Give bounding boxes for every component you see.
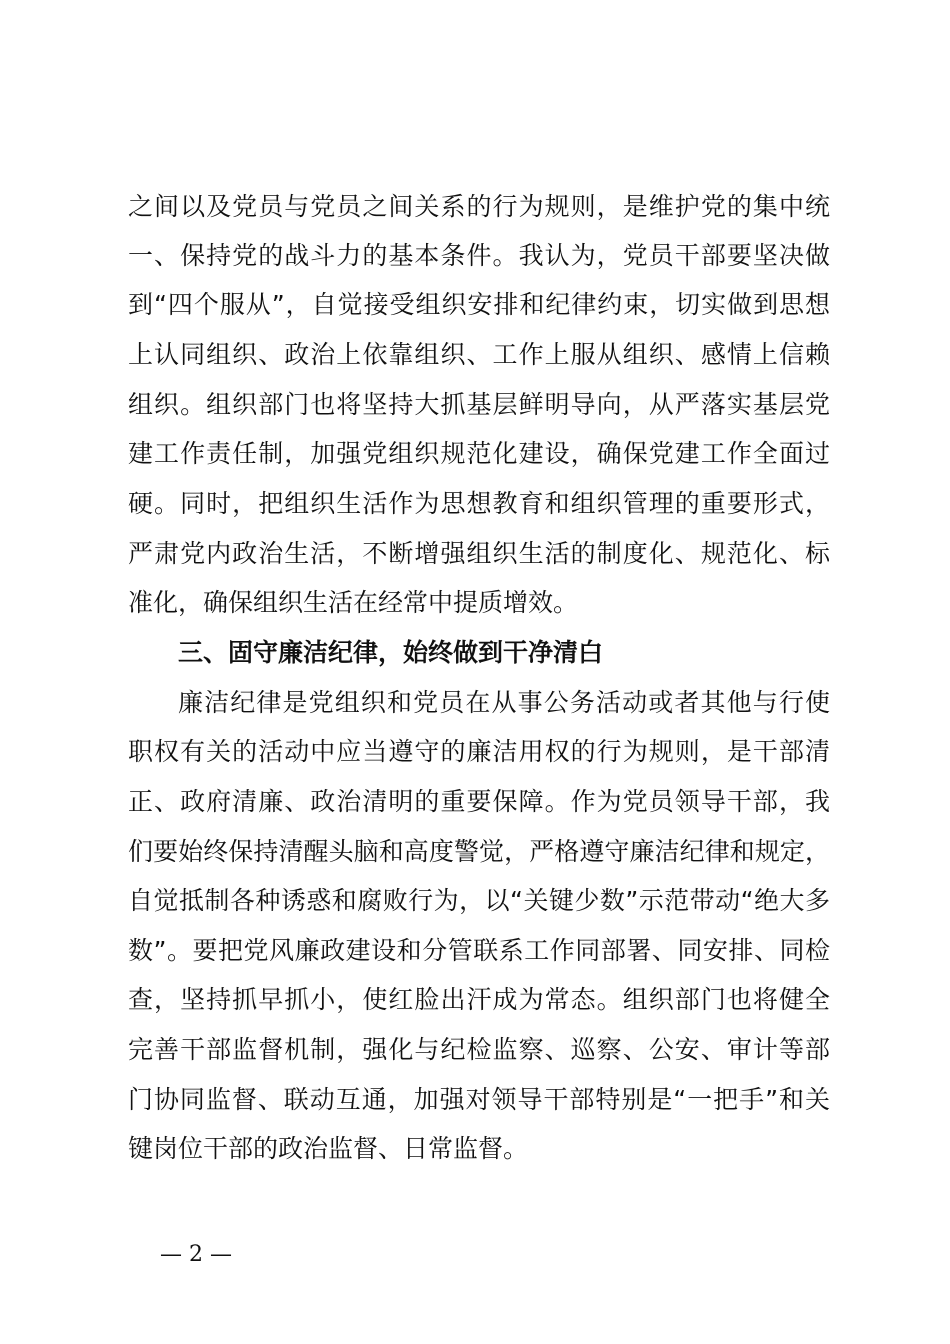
section-line: 键岗位干部的政治监督、日常监督。	[128, 1134, 529, 1163]
body-line: 组织。组织部门也将坚持大抓基层鲜明导向，从严落实基层党	[128, 390, 830, 419]
body-line: 严肃党内政治生活，不断增强组织生活的制度化、规范化、标	[128, 539, 830, 568]
body-line: 建工作责任制，加强党组织规范化建设，确保党建工作全面过	[128, 439, 830, 468]
page-number: — 2 —	[160, 1242, 232, 1267]
body-line: 硬。同时，把组织生活作为思想教育和组织管理的重要形式，	[128, 489, 830, 518]
body-line: 准化，确保组织生活在经常中提质增效。	[128, 588, 579, 617]
body-line: 一、保持党的战斗力的基本条件。我认为，党员干部要坚决做	[128, 241, 830, 270]
body-line: 之间以及党员与党员之间关系的行为规则，是维护党的集中统	[128, 192, 830, 221]
section-line: 们要始终保持清醒头脑和高度警觉，严格遵守廉洁纪律和规定，	[128, 837, 830, 866]
section-line: 完善干部监督机制，强化与纪检监察、巡察、公安、审计等部	[128, 1035, 830, 1064]
section-line: 数”。要把党风廉政建设和分管联系工作同部署、同安排、同检	[128, 936, 830, 965]
section-heading: 三、固守廉洁纪律，始终做到干净清白	[178, 638, 604, 667]
section-line: 门协同监督、联动互通，加强对领导干部特别是“一把手”和关	[128, 1085, 830, 1114]
section-line: 查，坚持抓早抓小，使红脸出汗成为常态。组织部门也将健全	[128, 985, 830, 1014]
body-line: 到“四个服从”，自觉接受组织安排和纪律约束，切实做到思想	[128, 290, 830, 319]
body-line: 上认同组织、政治上依靠组织、工作上服从组织、感情上信赖	[128, 340, 830, 369]
section-line: 正、政府清廉、政治清明的重要保障。作为党员领导干部，我	[128, 787, 830, 816]
section-line: 自觉抵制各种诱惑和腐败行为，以“关键少数”示范带动“绝大多	[128, 886, 830, 915]
section-line: 职权有关的活动中应当遵守的廉洁用权的行为规则，是干部清	[128, 737, 830, 766]
section-line: 廉洁纪律是党组织和党员在从事公务活动或者其他与行使	[178, 688, 830, 717]
